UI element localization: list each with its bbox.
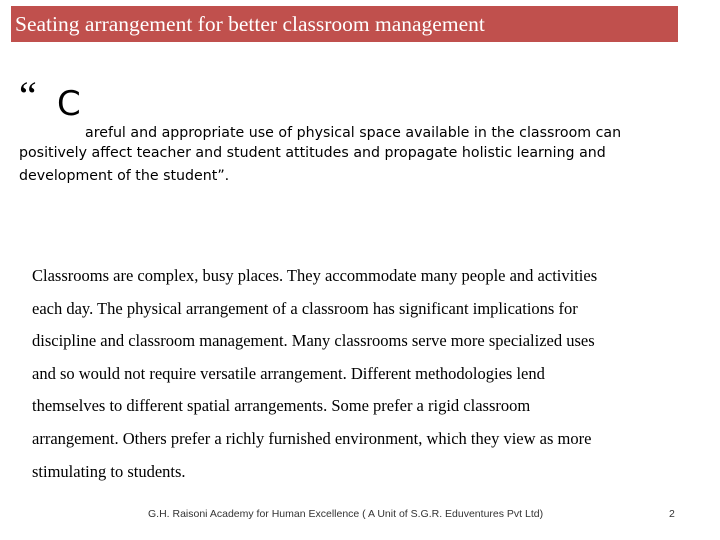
quote-line-2: positively affect teacher and student attitudes and propagate holistic learning and	[19, 145, 606, 161]
body-line: discipline and classroom management. Many classrooms serve more specialized uses	[32, 331, 595, 351]
footer-text: G.H. Raisoni Academy for Human Excellence ( A Unit of S.G.R. Eduventures Pvt Ltd)	[148, 508, 544, 520]
body-line: themselves to different spatial arrangements. Some prefer a rigid classroom	[32, 396, 531, 416]
quote-block	[19, 73, 659, 188]
body-line: arrangement. Others prefer a richly furnished environment, which they view as more	[32, 428, 592, 448]
body-paragraph	[32, 260, 672, 488]
page-number: 2	[669, 508, 675, 520]
quote-line-3: development of the student”.	[19, 168, 230, 184]
quote-initial: C	[57, 84, 81, 124]
body-line: Classrooms are complex, busy places. They accommodate many people and activities	[32, 266, 598, 285]
quote-line-1-text: areful and appropriate use of physical space available in the classroom can	[85, 125, 622, 141]
body-line: stimulating to students.	[32, 461, 186, 481]
body-line: each day. The physical arrangement of a classroom has significant implications for	[32, 298, 578, 318]
slide-title: Seating arrangement for better classroom management	[15, 12, 485, 36]
quote-line-1	[19, 73, 659, 142]
body-line: and so would not require versatile arrangement. Different methodologies lend	[32, 363, 545, 383]
quote-open-mark: “	[19, 73, 37, 118]
title-bar	[11, 6, 678, 42]
